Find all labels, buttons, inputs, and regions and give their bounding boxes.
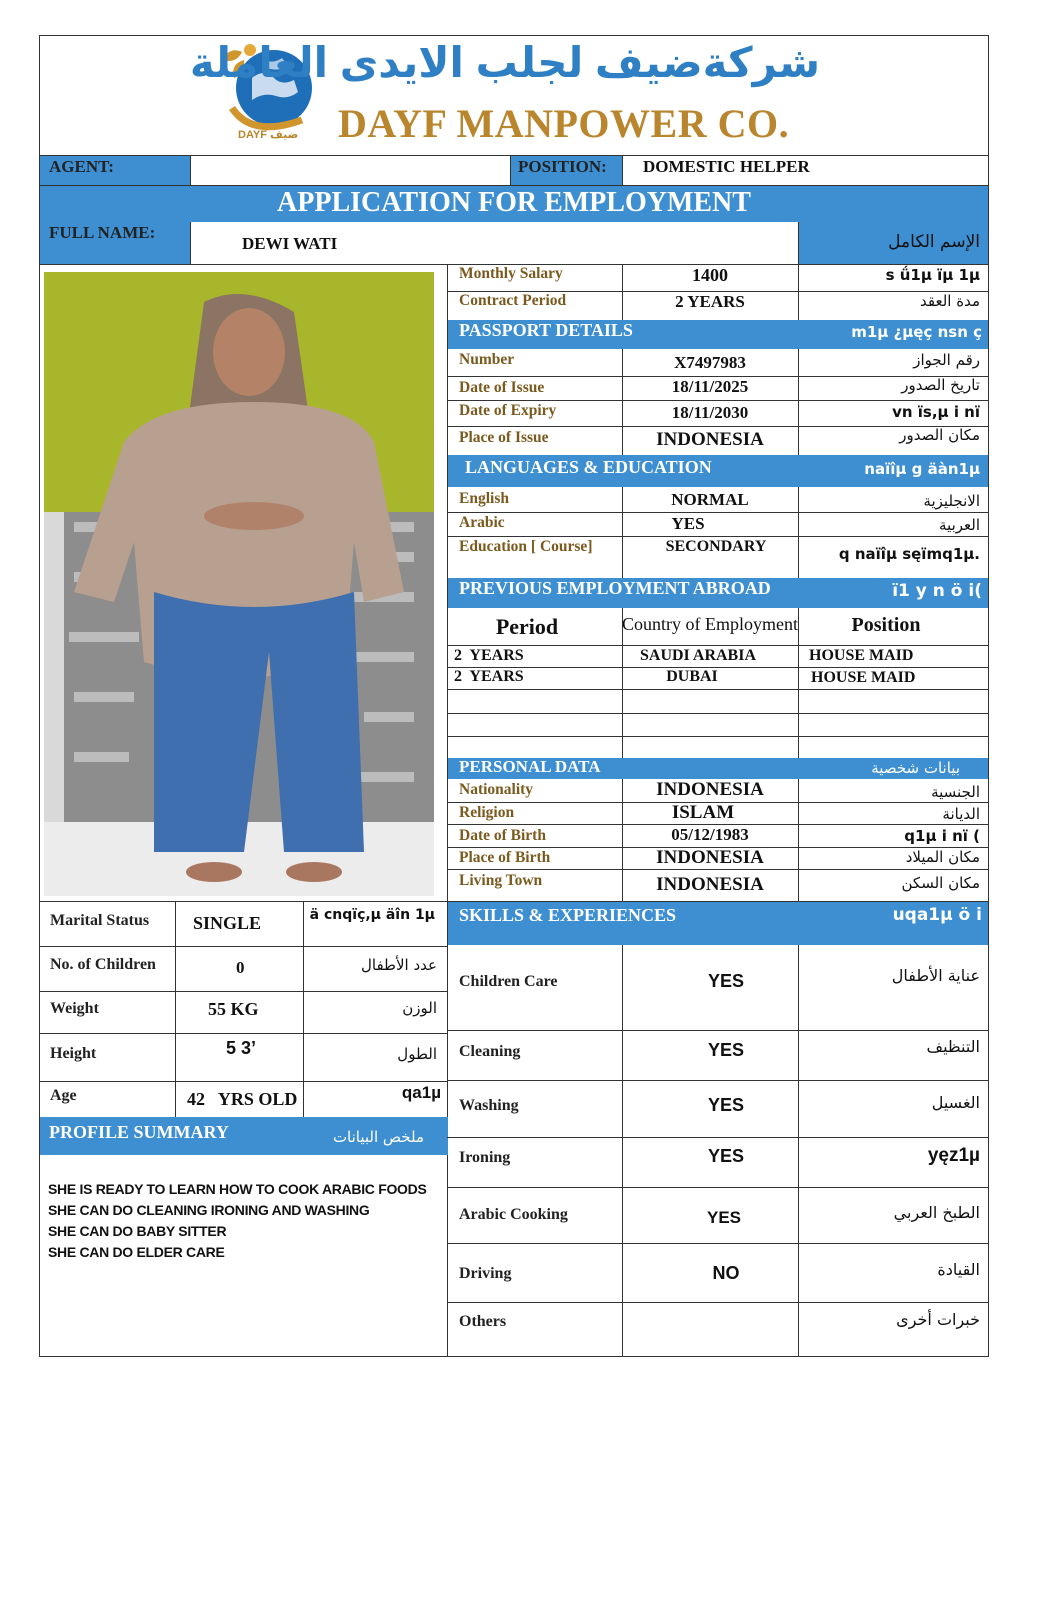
- employment-col-period: Period: [495, 614, 559, 639]
- passport-number-value: X7497983: [674, 353, 746, 372]
- english-arabic: الانجليزية: [923, 492, 980, 510]
- passport-number-arabic: رقم الجواز: [913, 351, 980, 369]
- skill-washing-arabic: الغسيل: [931, 1093, 980, 1112]
- living-town-label: Living Town: [459, 872, 543, 889]
- contract-period-value: 2 YEARS: [675, 292, 745, 311]
- previous-employment-title: PREVIOUS EMPLOYMENT ABROAD: [459, 578, 771, 598]
- skill-ironing-value: YES: [707, 1146, 745, 1166]
- profile-line-3: SHE CAN DO BABY SITTER: [48, 1223, 227, 1239]
- birth-place-arabic: مكان الميلاد: [905, 848, 980, 866]
- skill-washing-value: YES: [707, 1095, 745, 1115]
- age-arabic: qa1µ: [401, 1083, 441, 1102]
- skill-driving-value: NO: [712, 1263, 740, 1283]
- languages-title-arabic: naïîµ g äàn1µ: [864, 460, 980, 478]
- contract-period-arabic: مدة العقد: [920, 292, 980, 310]
- weight-arabic: الوزن: [402, 999, 437, 1017]
- weight-label: Weight: [50, 1000, 99, 1017]
- nationality-label: Nationality: [459, 781, 534, 798]
- profile-line-1: SHE IS READY TO LEARN HOW TO COOK ARABIC FOODS: [48, 1181, 427, 1197]
- marital-status-value: SINGLE: [193, 913, 262, 933]
- skills-title-arabic: uqa1µ ö i: [892, 905, 982, 925]
- previous-employment-title-arabic: )ï1 y n ö i: [892, 581, 982, 601]
- skill-arabic-cooking-label: Arabic Cooking: [459, 1206, 568, 1223]
- skill-washing-label: Washing: [459, 1097, 519, 1114]
- birth-date-value: 05/12/1983: [671, 825, 749, 844]
- company-name-arabic: شركةضيف لجلب الايدى العاملة: [189, 39, 820, 86]
- contract-period-label: Contract Period: [459, 292, 567, 309]
- issue-place-arabic: مكان الصدور: [899, 426, 980, 444]
- birth-date-label: Date of Birth: [459, 827, 546, 844]
- position-label: POSITION:: [518, 157, 607, 176]
- children-count-arabic: عدد الأطفال: [361, 956, 437, 974]
- salary-arabic: s ǘ1µ ïµ 1µ: [885, 266, 980, 284]
- employment-row-1-position: HOUSE MAID: [809, 647, 914, 664]
- weight-value: 55 KG: [208, 999, 259, 1019]
- salary-value: 1400: [692, 265, 728, 285]
- languages-title: LANGUAGES & EDUCATION: [465, 457, 712, 477]
- religion-label: Religion: [459, 804, 515, 821]
- issue-place-value: INDONESIA: [656, 429, 764, 450]
- personal-data-title: PERSONAL DATA: [459, 757, 601, 776]
- expiry-date-value: 18/11/2030: [671, 403, 749, 422]
- skill-driving-label: Driving: [459, 1265, 512, 1282]
- passport-title: PASSPORT DETAILS: [459, 320, 633, 340]
- position-value: DOMESTIC HELPER: [643, 157, 810, 176]
- skill-others-label: Others: [459, 1313, 507, 1330]
- skill-cleaning-label: Cleaning: [459, 1043, 521, 1060]
- arabic-label: Arabic: [459, 514, 505, 531]
- marital-status-label: Marital Status: [50, 912, 150, 929]
- nationality-arabic: الجنسية: [931, 783, 980, 801]
- skill-arabic-cooking-value: YES: [706, 1208, 742, 1227]
- skills-title: SKILLS & EXPERIENCES: [459, 905, 677, 925]
- english-value: NORMAL: [671, 490, 749, 509]
- age-label: Age: [50, 1087, 77, 1104]
- profile-summary-title-arabic: ملخص البيانات: [332, 1128, 424, 1146]
- skill-children-care-arabic: عناية الأطفال: [891, 966, 980, 985]
- education-label: Education [ Course]: [459, 538, 593, 555]
- skill-cleaning-value: YES: [707, 1040, 745, 1060]
- passport-title-arabic: m1µ ¿µęç nsn ç: [851, 323, 982, 341]
- height-value: 5 3’: [226, 1038, 257, 1058]
- company-name-english: DAYF MANPOWER CO.: [338, 101, 790, 146]
- employment-row-2-period: 2 YEARS: [454, 668, 524, 685]
- profile-line-4: SHE CAN DO ELDER CARE: [48, 1244, 225, 1260]
- issue-date-arabic: تاريخ الصدور: [901, 376, 980, 394]
- fullname-label: FULL NAME:: [49, 223, 156, 242]
- issue-place-label: Place of Issue: [459, 429, 549, 446]
- expiry-date-label: Date of Expiry: [459, 402, 557, 419]
- fullname-value: DEWI WATI: [242, 234, 338, 253]
- employment-col-position: Position: [851, 614, 921, 636]
- passport-number-label: Number: [459, 351, 515, 368]
- fullname-arabic: الإسم الكامل: [888, 232, 980, 252]
- education-value: SECONDARY: [665, 538, 767, 555]
- salary-label: Monthly Salary: [459, 265, 563, 282]
- employment-row-1-period: 2 YEARS: [454, 647, 524, 664]
- employment-col-country: Country of Employment: [622, 614, 798, 634]
- profile-line-2: SHE CAN DO CLEANING IRONING AND WASHING: [48, 1202, 370, 1218]
- expiry-date-arabic: vn ïs,µ i nï: [892, 403, 980, 421]
- nationality-value: INDONESIA: [656, 779, 764, 800]
- agent-label: AGENT:: [49, 157, 114, 176]
- skill-ironing-label: Ironing: [459, 1149, 511, 1166]
- living-town-arabic: مكان السكن: [901, 874, 980, 892]
- religion-arabic: الديانة: [942, 805, 980, 823]
- marital-status-arabic: ä cnqïç,µ äîn 1µ: [309, 907, 435, 923]
- children-count-value: 0: [236, 958, 245, 977]
- english-label: English: [459, 490, 509, 507]
- height-arabic: الطول: [397, 1045, 437, 1063]
- arabic-arabic: العربية: [939, 516, 980, 534]
- issue-date-label: Date of Issue: [459, 379, 545, 396]
- birth-place-label: Place of Birth: [459, 849, 551, 866]
- skill-children-care-label: Children Care: [459, 973, 558, 990]
- skill-ironing-arabic: yęz1µ: [927, 1145, 980, 1166]
- profile-summary-title: PROFILE SUMMARY: [49, 1122, 229, 1142]
- living-town-value: INDONESIA: [656, 874, 764, 895]
- skill-driving-arabic: القيادة: [937, 1260, 980, 1279]
- children-count-label: No. of Children: [50, 956, 156, 973]
- employment-row-2-position: HOUSE MAID: [811, 669, 916, 686]
- birth-date-arabic: ) q1µ i nï: [904, 827, 980, 845]
- issue-date-value: 18/11/2025: [671, 377, 749, 396]
- logo-caption: DAYF ضيف: [238, 129, 299, 141]
- personal-data-title-arabic: بيانات شخصية: [871, 759, 960, 777]
- employment-row-2-country: DUBAI: [666, 668, 718, 685]
- skill-cleaning-arabic: التنظيف: [926, 1037, 980, 1056]
- age-value: 42 YRS OLD: [187, 1089, 298, 1109]
- education-arabic: .q naïîµ sęïmq1µ: [838, 545, 980, 563]
- skill-children-care-value: YES: [707, 971, 745, 991]
- religion-value: ISLAM: [671, 802, 735, 823]
- skill-others-arabic: خبرات أخرى: [896, 1310, 980, 1329]
- skill-arabic-cooking-arabic: الطبخ العربي: [893, 1203, 980, 1222]
- form-title: APPLICATION FOR EMPLOYMENT: [277, 187, 751, 218]
- applicant-photo: [44, 272, 434, 896]
- birth-place-value: INDONESIA: [656, 847, 764, 868]
- height-label: Height: [50, 1045, 97, 1062]
- arabic-value: YES: [671, 514, 705, 533]
- employment-row-1-country: SAUDI ARABIA: [639, 647, 757, 664]
